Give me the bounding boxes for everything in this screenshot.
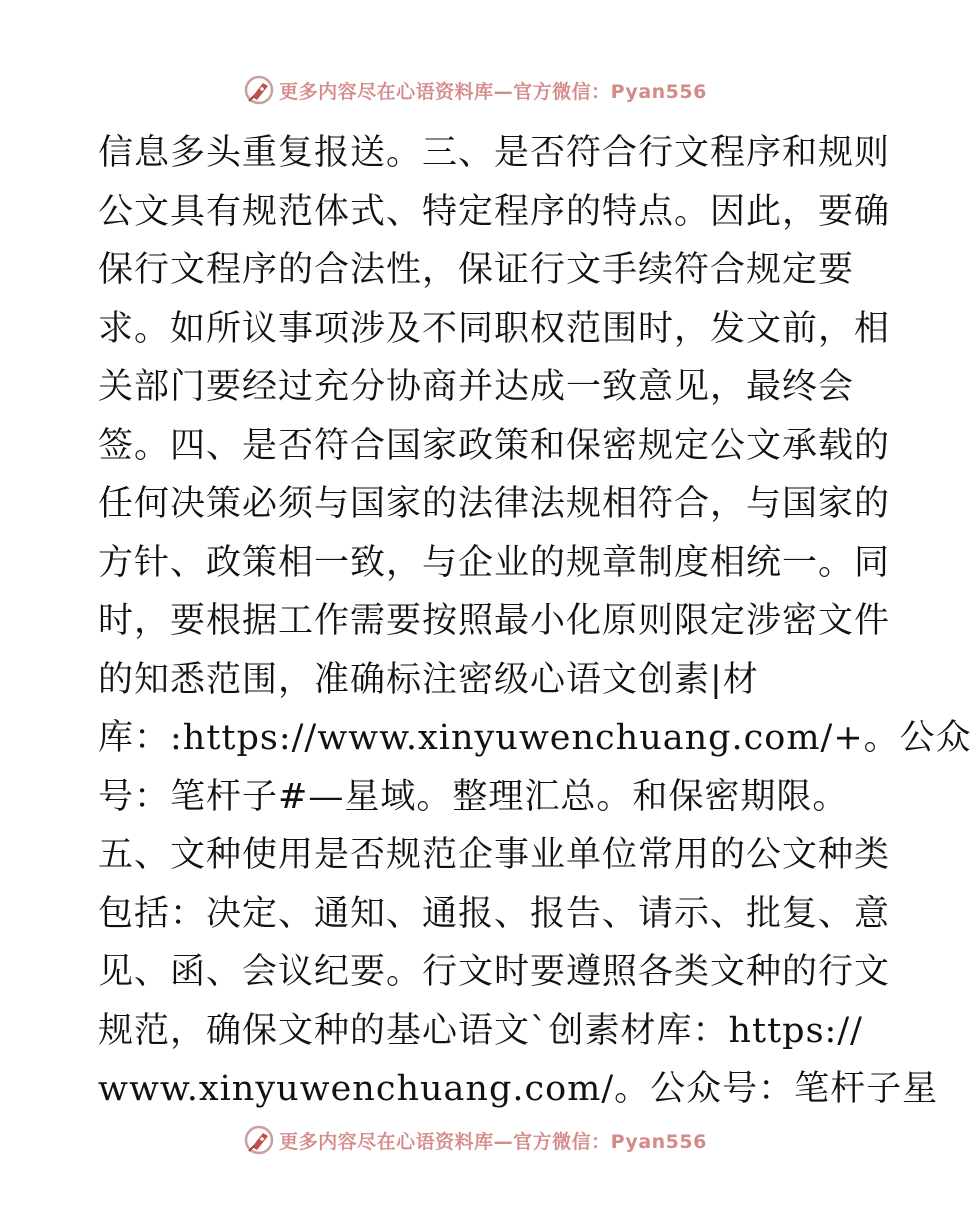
body-line: 五、文种使用是否规范企事业单位常用的公文种类 bbox=[98, 835, 891, 875]
body-line: 保行文程序的合法性，保证行文手续符合规定要 bbox=[98, 250, 855, 290]
body-line: 关部门要经过充分协商并达成一致意见，最终会 bbox=[98, 367, 855, 407]
body-line: 公文具有规范体式、特定程序的特点。因此，要确 bbox=[98, 191, 891, 232]
body-line: 库：:https://www.xinyuwenchuang.com/+。公众 bbox=[98, 718, 972, 758]
body-line: 信息多头重复报送。三、是否符合行文程序和规则 bbox=[98, 133, 891, 173]
body-line: 求。如所议事项涉及不同职权范围时，发文前，相 bbox=[98, 308, 891, 349]
header-watermark-text: 更多内容尽在心语资料库—官方微信：Pyan556 bbox=[279, 80, 707, 103]
body-line: 包括：决定、通知、通报、报告、请示、批复、意 bbox=[98, 893, 891, 934]
body-line: 规范，确保文种的基心语文`创素材库：https:// bbox=[98, 1010, 863, 1051]
body-line: 方针、政策相一致，与企业的规章制度相统一。同 bbox=[98, 542, 891, 583]
footer-watermark bbox=[0, 1120, 950, 1160]
pen-nib-circle-icon bbox=[243, 74, 275, 106]
body-line: 任何决策必须与国家的法律法规相符合，与国家的 bbox=[98, 484, 891, 524]
body-line: 的知悉范围，准确标注密级心语文创素|材 bbox=[98, 659, 759, 700]
body-line: www.xinyuwenchuang.com/。公众号：笔杆子星 bbox=[98, 1069, 939, 1109]
pen-nib-circle-icon bbox=[243, 1124, 275, 1156]
header-watermark bbox=[0, 70, 950, 110]
body-line: 号：笔杆子#—星域。整理汇总。和保密期限。 bbox=[98, 776, 849, 817]
footer-watermark-text: 更多内容尽在心语资料库—官方微信：Pyan556 bbox=[279, 1130, 707, 1153]
body-line: 见、函、会议纪要。行文时要遵照各类文种的行文 bbox=[98, 952, 891, 992]
body-line: 签。四、是否符合国家政策和保密规定公文承载的 bbox=[98, 425, 891, 466]
body-line: 时，要根据工作需要按照最小化原则限定涉密文件 bbox=[98, 601, 891, 641]
document-body bbox=[98, 124, 972, 1119]
